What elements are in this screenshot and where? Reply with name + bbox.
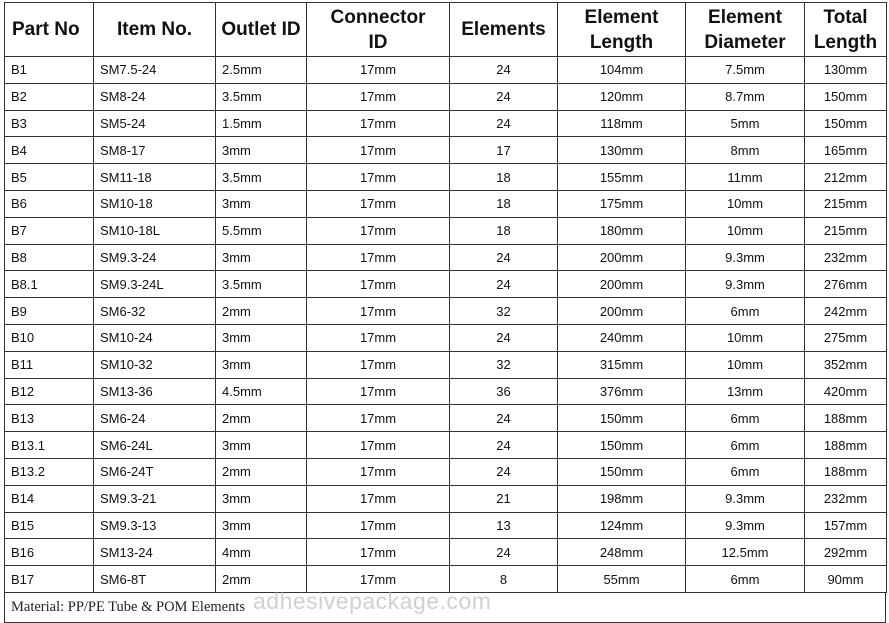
cell-element-length: 104mm [558,57,686,84]
cell-element-length: 150mm [558,432,686,459]
cell-element-length: 248mm [558,539,686,566]
table-body [5,57,887,593]
column-header-connector-id [307,3,450,57]
cell-element-length: 150mm [558,405,686,432]
cell-elements: 8 [450,566,558,593]
table-row [5,164,887,191]
table-row [5,351,887,378]
cell-item-no: SM10-18L [94,217,216,244]
cell-element-length: 376mm [558,378,686,405]
cell-element-length: 130mm [558,137,686,164]
table-row [5,190,887,217]
cell-elements: 32 [450,298,558,325]
column-header-line1: Element [584,6,659,28]
cell-outlet-id: 3.5mm [216,164,307,191]
cell-part-no: B11 [5,351,94,378]
cell-outlet-id: 3mm [216,324,307,351]
cell-part-no: B1 [5,57,94,84]
cell-element-diameter: 7.5mm [686,57,805,84]
cell-item-no: SM10-24 [94,324,216,351]
cell-elements: 24 [450,271,558,298]
cell-item-no: SM6-8T [94,566,216,593]
cell-outlet-id: 3mm [216,485,307,512]
column-header-line1: Part No [12,19,80,40]
cell-element-length: 180mm [558,217,686,244]
cell-part-no: B8 [5,244,94,271]
table-row [5,458,887,485]
cell-element-length: 120mm [558,83,686,110]
cell-connector-id: 17mm [307,244,450,271]
cell-outlet-id: 2.5mm [216,57,307,84]
cell-total-length: 212mm [805,164,887,191]
cell-elements: 18 [450,164,558,191]
table-row [5,378,887,405]
cell-part-no: B13.1 [5,432,94,459]
static-mixer-spec-table [4,2,887,593]
table-row [5,432,887,459]
cell-connector-id: 17mm [307,271,450,298]
column-header-element-diameter [686,3,805,57]
cell-total-length: 215mm [805,217,887,244]
cell-total-length: 420mm [805,378,887,405]
column-header-part-no [5,3,94,57]
cell-total-length: 292mm [805,539,887,566]
cell-part-no: B3 [5,110,94,137]
cell-element-diameter: 12.5mm [686,539,805,566]
cell-element-length: 118mm [558,110,686,137]
cell-part-no: B13.2 [5,458,94,485]
table-row [5,244,887,271]
table-row [5,57,887,84]
cell-element-length: 124mm [558,512,686,539]
cell-connector-id: 17mm [307,164,450,191]
cell-part-no: B5 [5,164,94,191]
cell-elements: 24 [450,110,558,137]
cell-elements: 24 [450,83,558,110]
cell-outlet-id: 4mm [216,539,307,566]
table-row [5,298,887,325]
cell-elements: 18 [450,190,558,217]
cell-total-length: 232mm [805,244,887,271]
cell-total-length: 157mm [805,512,887,539]
cell-element-length: 150mm [558,458,686,485]
cell-outlet-id: 4.5mm [216,378,307,405]
cell-element-length: 155mm [558,164,686,191]
cell-total-length: 188mm [805,405,887,432]
cell-item-no: SM6-24 [94,405,216,432]
table-row [5,217,887,244]
table-row [5,512,887,539]
column-header-line1: Total [823,6,868,28]
cell-outlet-id: 3mm [216,351,307,378]
cell-part-no: B2 [5,83,94,110]
cell-element-diameter: 9.3mm [686,271,805,298]
cell-item-no: SM6-24T [94,458,216,485]
cell-part-no: B16 [5,539,94,566]
cell-connector-id: 17mm [307,324,450,351]
material-note-row [4,587,886,623]
cell-outlet-id: 1.5mm [216,110,307,137]
cell-connector-id: 17mm [307,432,450,459]
cell-connector-id: 17mm [307,405,450,432]
table-row [5,539,887,566]
column-header-line2: Length [589,31,654,53]
cell-outlet-id: 3mm [216,137,307,164]
cell-item-no: SM6-32 [94,298,216,325]
cell-connector-id: 17mm [307,190,450,217]
cell-elements: 36 [450,378,558,405]
cell-element-diameter: 6mm [686,458,805,485]
cell-outlet-id: 3mm [216,190,307,217]
cell-item-no: SM7.5-24 [94,57,216,84]
cell-connector-id: 17mm [307,351,450,378]
column-header-outlet-id [216,3,307,57]
cell-element-diameter: 10mm [686,324,805,351]
column-header-line1: Elements [461,19,546,40]
table-row [5,271,887,298]
table-row [5,137,887,164]
cell-elements: 32 [450,351,558,378]
cell-elements: 21 [450,485,558,512]
cell-item-no: SM9.3-24 [94,244,216,271]
cell-item-no: SM10-18 [94,190,216,217]
cell-elements: 24 [450,324,558,351]
cell-item-no: SM8-17 [94,137,216,164]
cell-element-length: 198mm [558,485,686,512]
cell-outlet-id: 3.5mm [216,83,307,110]
cell-elements: 18 [450,217,558,244]
cell-item-no: SM9.3-21 [94,485,216,512]
cell-total-length: 276mm [805,271,887,298]
cell-total-length: 242mm [805,298,887,325]
cell-total-length: 150mm [805,110,887,137]
cell-part-no: B15 [5,512,94,539]
cell-element-length: 315mm [558,351,686,378]
table-row [5,485,887,512]
cell-connector-id: 17mm [307,137,450,164]
cell-item-no: SM8-24 [94,83,216,110]
cell-element-diameter: 8mm [686,137,805,164]
cell-elements: 24 [450,432,558,459]
cell-outlet-id: 3mm [216,244,307,271]
cell-connector-id: 17mm [307,485,450,512]
cell-total-length: 130mm [805,57,887,84]
cell-connector-id: 17mm [307,566,450,593]
cell-element-diameter: 6mm [686,566,805,593]
column-header-line2: Length [813,31,878,53]
cell-element-length: 175mm [558,190,686,217]
cell-element-diameter: 10mm [686,351,805,378]
cell-elements: 24 [450,405,558,432]
column-header-line2: Diameter [704,31,786,53]
cell-part-no: B8.1 [5,271,94,298]
column-header-line1: Outlet ID [221,19,301,40]
cell-item-no: SM13-36 [94,378,216,405]
cell-part-no: B13 [5,405,94,432]
cell-connector-id: 17mm [307,217,450,244]
cell-connector-id: 17mm [307,378,450,405]
cell-part-no: B6 [5,190,94,217]
cell-outlet-id: 2mm [216,298,307,325]
cell-connector-id: 17mm [307,539,450,566]
cell-elements: 24 [450,244,558,271]
cell-part-no: B10 [5,324,94,351]
cell-connector-id: 17mm [307,83,450,110]
cell-item-no: SM13-24 [94,539,216,566]
spec-sheet [4,2,886,614]
cell-element-diameter: 6mm [686,298,805,325]
cell-total-length: 150mm [805,83,887,110]
cell-element-diameter: 6mm [686,432,805,459]
cell-item-no: SM6-24L [94,432,216,459]
cell-element-diameter: 10mm [686,217,805,244]
cell-item-no: SM5-24 [94,110,216,137]
cell-outlet-id: 5.5mm [216,217,307,244]
cell-element-diameter: 6mm [686,405,805,432]
column-header-line2: ID [368,31,388,53]
cell-outlet-id: 2mm [216,458,307,485]
cell-element-length: 200mm [558,298,686,325]
cell-total-length: 215mm [805,190,887,217]
cell-outlet-id: 3mm [216,432,307,459]
cell-total-length: 188mm [805,432,887,459]
cell-element-length: 200mm [558,244,686,271]
cell-element-length: 55mm [558,566,686,593]
watermark: adhesivepackage.com [253,587,492,614]
cell-elements: 13 [450,512,558,539]
cell-elements: 17 [450,137,558,164]
cell-outlet-id: 3mm [216,512,307,539]
table-row [5,324,887,351]
cell-outlet-id: 3.5mm [216,271,307,298]
column-header-line1: Element [708,6,782,28]
cell-outlet-id: 2mm [216,566,307,593]
cell-outlet-id: 2mm [216,405,307,432]
cell-element-diameter: 13mm [686,378,805,405]
column-header-line1: Connector [330,6,426,28]
cell-item-no: SM9.3-24L [94,271,216,298]
cell-part-no: B7 [5,217,94,244]
cell-total-length: 352mm [805,351,887,378]
cell-element-length: 240mm [558,324,686,351]
material-note: Material: PP/PE Tube & POM Elements [11,598,246,615]
cell-connector-id: 17mm [307,458,450,485]
cell-part-no: B17 [5,566,94,593]
cell-connector-id: 17mm [307,512,450,539]
column-header-item-no [94,3,216,57]
cell-item-no: SM11-18 [94,164,216,191]
cell-element-diameter: 9.3mm [686,512,805,539]
cell-total-length: 232mm [805,485,887,512]
cell-elements: 24 [450,57,558,84]
cell-element-diameter: 9.3mm [686,244,805,271]
table-row [5,83,887,110]
column-header-elements [450,3,558,57]
table-row [5,405,887,432]
cell-part-no: B9 [5,298,94,325]
cell-element-length: 200mm [558,271,686,298]
header-row [5,3,887,57]
column-header-total-length [805,3,887,57]
cell-part-no: B14 [5,485,94,512]
cell-element-diameter: 10mm [686,190,805,217]
cell-element-diameter: 9.3mm [686,485,805,512]
cell-connector-id: 17mm [307,57,450,84]
cell-part-no: B12 [5,378,94,405]
cell-part-no: B4 [5,137,94,164]
table-row [5,110,887,137]
cell-total-length: 165mm [805,137,887,164]
cell-item-no: SM10-32 [94,351,216,378]
cell-connector-id: 17mm [307,110,450,137]
cell-elements: 24 [450,458,558,485]
cell-total-length: 275mm [805,324,887,351]
cell-element-diameter: 5mm [686,110,805,137]
column-header-line1: Item No. [117,19,192,40]
cell-total-length: 188mm [805,458,887,485]
column-header-element-length [558,3,686,57]
cell-element-diameter: 11mm [686,164,805,191]
cell-connector-id: 17mm [307,298,450,325]
cell-item-no: SM9.3-13 [94,512,216,539]
cell-elements: 24 [450,539,558,566]
cell-total-length: 90mm [805,566,887,593]
cell-element-diameter: 8.7mm [686,83,805,110]
